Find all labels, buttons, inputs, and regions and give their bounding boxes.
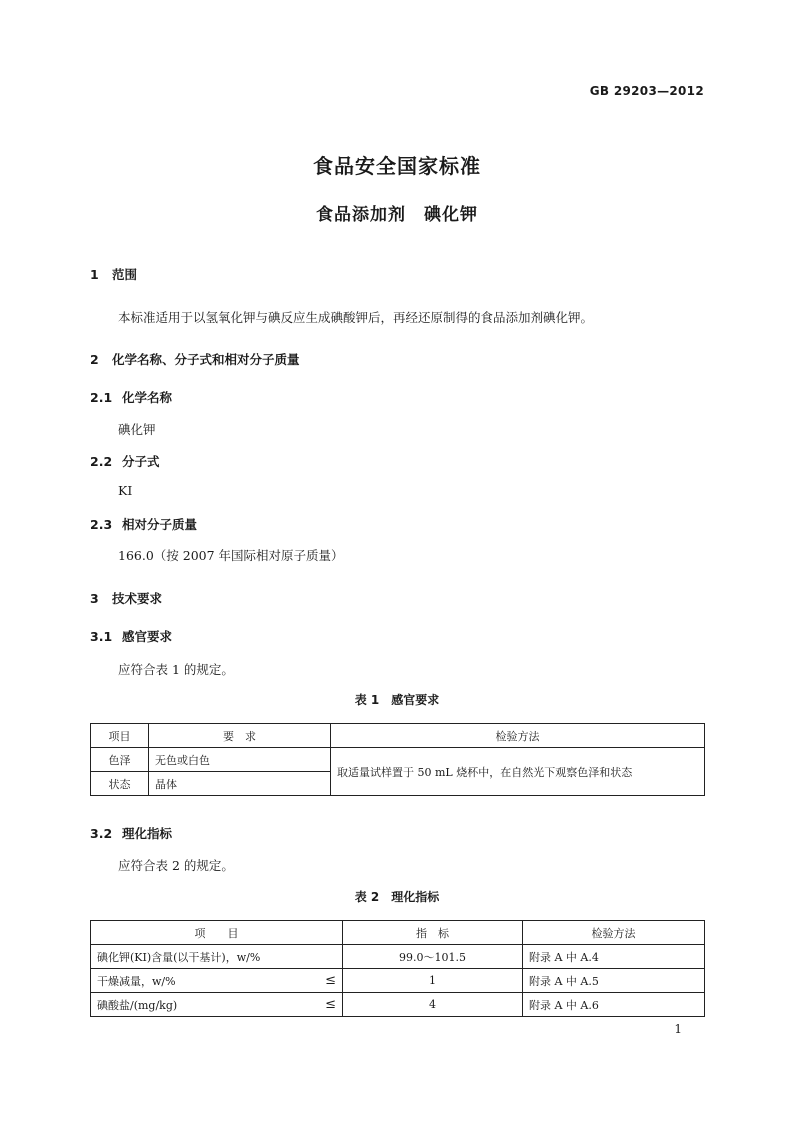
table-header-cell: 检验方法 xyxy=(331,724,705,748)
section-number: 2 xyxy=(90,352,99,367)
section-number: 2.3 xyxy=(90,517,113,532)
table-header-cell: 要 求 xyxy=(149,724,331,748)
section-title: 感官要求 xyxy=(122,629,173,644)
table-header-cell: 项 目 xyxy=(91,921,343,945)
section-2-1-heading xyxy=(90,388,172,406)
section-2-2-text: KI xyxy=(118,483,133,498)
item-label: 碘酸盐/(mg/kg) xyxy=(97,998,178,1012)
table-2-physicochemical xyxy=(90,920,705,1017)
table-row xyxy=(91,748,705,772)
section-title: 相对分子质量 xyxy=(122,517,198,532)
section-3-1-text: 应符合表 1 的规定。 xyxy=(118,662,234,677)
table-cell-requirement: 无色或白色 xyxy=(149,748,331,772)
section-2-heading xyxy=(90,350,300,368)
table-cell-value: 1 xyxy=(343,969,523,993)
section-number: 3.1 xyxy=(90,629,113,644)
table-cell-item xyxy=(91,945,343,969)
table-row xyxy=(91,969,705,993)
section-title: 化学名称 xyxy=(122,390,173,405)
table-header-row xyxy=(91,724,705,748)
table-1-sensory xyxy=(90,723,705,796)
section-number: 2.1 xyxy=(90,390,113,405)
section-title: 化学名称、分子式和相对分子质量 xyxy=(112,352,300,367)
table-cell-method: 附录 A 中 A.6 xyxy=(523,993,705,1017)
table-1-caption: 表 1 感官要求 xyxy=(354,693,440,707)
section-number: 2.2 xyxy=(90,454,113,469)
document-subtitle: 食品添加剂 碘化钾 xyxy=(316,205,478,225)
section-title: 分子式 xyxy=(122,454,160,469)
table-cell-method: 取适量试样置于 50 mL 烧杯中，在自然光下观察色泽和状态 xyxy=(331,748,705,796)
document-title: 食品安全国家标准 xyxy=(313,154,481,178)
section-2-3-text: 166.0（按 2007 年国际相对原子质量） xyxy=(118,548,344,563)
table-cell-value: 99.0～101.5 xyxy=(343,945,523,969)
section-2-1-text: 碘化钾 xyxy=(118,422,156,437)
item-label: 干燥减量，w/% xyxy=(97,974,176,988)
section-title: 范围 xyxy=(112,267,138,282)
table-header-cell: 检验方法 xyxy=(523,921,705,945)
section-2-2-heading xyxy=(90,452,160,470)
section-number: 3.2 xyxy=(90,826,113,841)
section-3-1-heading xyxy=(90,627,172,645)
section-3-2-heading xyxy=(90,824,172,842)
table-header-cell: 指 标 xyxy=(343,921,523,945)
table-row xyxy=(91,945,705,969)
table-cell-requirement: 晶体 xyxy=(149,772,331,796)
table-header-row xyxy=(91,921,705,945)
section-number: 1 xyxy=(90,267,99,282)
item-label: 碘化钾(KI)含量(以干基计)，w/% xyxy=(97,950,261,964)
section-3-heading xyxy=(90,589,162,607)
section-1-heading xyxy=(90,265,137,283)
section-title: 理化指标 xyxy=(122,826,173,841)
table-cell-method: 附录 A 中 A.4 xyxy=(523,945,705,969)
standard-code: GB 29203—2012 xyxy=(589,84,704,98)
table-cell-method: 附录 A 中 A.5 xyxy=(523,969,705,993)
section-1-text: 本标准适用于以氢氧化钾与碘反应生成碘酸钾后，再经还原制得的食品添加剂碘化钾。 xyxy=(118,310,594,325)
table-cell-item: 状态 xyxy=(91,772,149,796)
table-header-cell: 项目 xyxy=(91,724,149,748)
table-row xyxy=(91,993,705,1017)
section-3-2-text: 应符合表 2 的规定。 xyxy=(118,858,234,873)
page-number: 1 xyxy=(674,1022,682,1036)
le-symbol: ≤ xyxy=(325,972,336,988)
table-cell-item xyxy=(91,993,343,1017)
le-symbol: ≤ xyxy=(325,996,336,1012)
section-number: 3 xyxy=(90,591,99,606)
table-cell-item: 色泽 xyxy=(91,748,149,772)
table-cell-value: 4 xyxy=(343,993,523,1017)
section-title: 技术要求 xyxy=(112,591,163,606)
table-cell-item xyxy=(91,969,343,993)
table-2-caption: 表 2 理化指标 xyxy=(354,890,440,904)
section-2-3-heading xyxy=(90,515,197,533)
